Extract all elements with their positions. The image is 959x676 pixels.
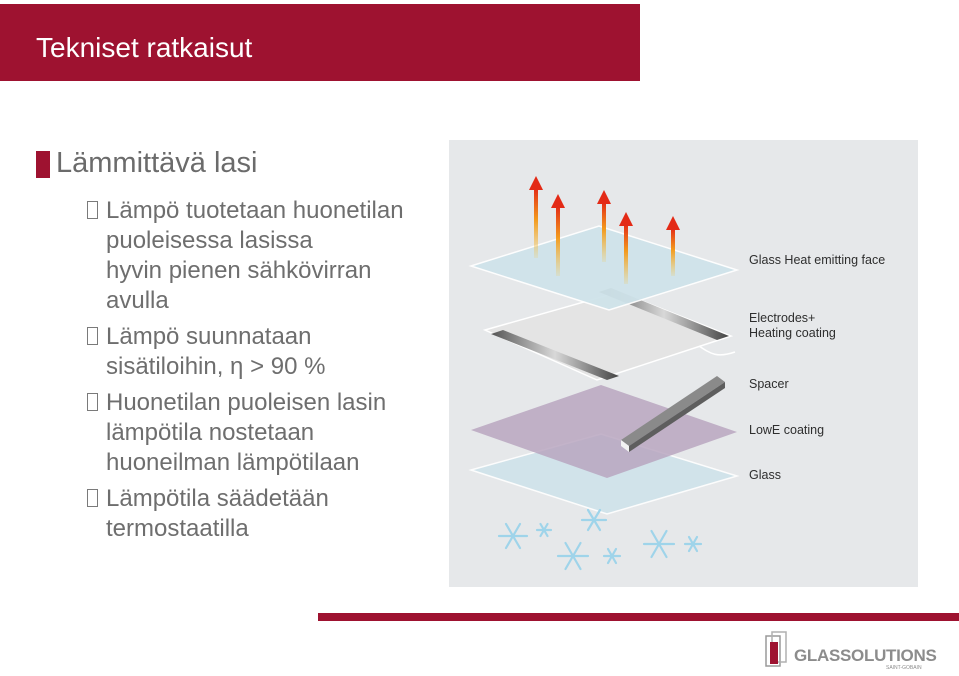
bullet-item — [84, 196, 434, 316]
snowflake-icon — [644, 531, 674, 557]
footer-divider — [318, 613, 959, 621]
bullet-list — [84, 196, 434, 550]
logo-mark-icon — [764, 628, 794, 674]
layer-label-electrodes: Electrodes+ Heating coating — [749, 311, 836, 340]
logo-text: GLASSOLUTIONS — [794, 646, 937, 665]
snowflake-icon — [685, 537, 701, 551]
bullet-box-icon — [87, 489, 98, 507]
bullet-text: Lämpö tuotetaan huonetilan puoleisessa lasissa hyvin pienen sähkövirran avulla — [106, 197, 404, 314]
bullet-text: Lämpötila säädetään termostaatilla — [106, 485, 329, 542]
layer-label-glass: Glass — [749, 468, 781, 482]
snowflake-icon — [604, 549, 620, 563]
bullet-box-icon — [87, 327, 98, 345]
bullet-item — [84, 484, 434, 544]
snowflake-icon — [499, 524, 527, 548]
bullet-box-icon — [87, 393, 98, 411]
layer-label-glass-heat: Glass Heat emitting face — [749, 253, 886, 267]
layer-label-spacer: Spacer — [749, 377, 789, 391]
logo-subtext: SAINT-GOBAIN — [886, 665, 922, 671]
electrode-wire — [699, 346, 735, 355]
bullet-item — [84, 322, 434, 382]
layer-label-lowe: LowE coating — [749, 423, 825, 437]
glass-layers-figure — [449, 140, 918, 587]
heading-marker — [36, 151, 50, 178]
bullet-text: Huonetilan puoleisen lasin lämpötila nostetaan huoneilman lämpötilaan — [106, 389, 387, 476]
snowflake-icon — [537, 524, 551, 536]
snowflake-icon — [558, 543, 588, 569]
bullet-box-icon — [87, 201, 98, 219]
layer-diagram — [449, 140, 918, 587]
bullet-item — [84, 388, 434, 478]
title-bar — [0, 4, 640, 81]
bullet-text: Lämpö suunnataan sisätiloihin, η > 90 % — [106, 323, 326, 380]
slide-title: Tekniset ratkaisut — [36, 32, 253, 63]
glassolutions-logo — [764, 628, 954, 674]
section-heading: Lämmittävä lasi — [56, 147, 258, 179]
